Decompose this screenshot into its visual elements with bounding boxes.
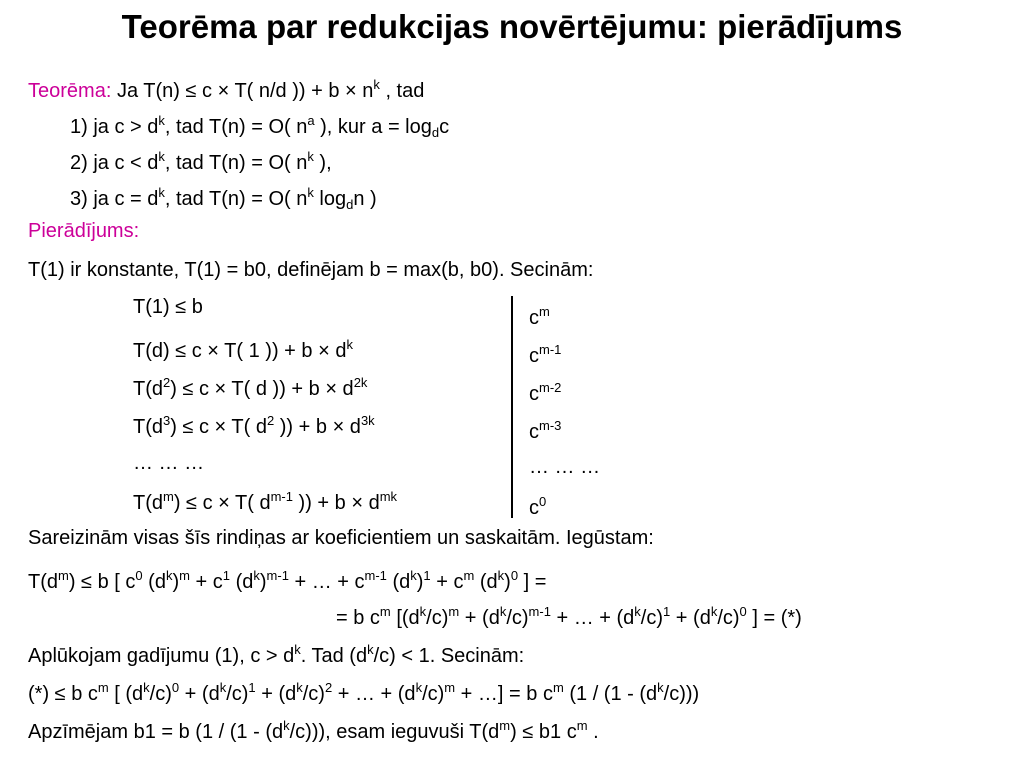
table-left-row: $T(d^m) \le c \times T$( $d^{m-1}$ )) + $b \times d^{mk}$ [133,489,398,514]
equation-line-1: $T(d^m) \le b$ [ $c^0$ $(d^k)^m + c^1$ $(d^k)^{m-1}$ + … + $c^{m-1}$ $(d^k)^1 + c^m$ $(d^k)^0$ ] = [28,568,547,593]
table-right-row: … … … [529,456,601,478]
table-right-row: $c^{m-2}$ [529,380,562,405]
proof-label: Pierādījums: [28,220,140,242]
table-right-row: $c^0$ [529,494,547,519]
case-analysis-line: Aplūkojam gadījumu (1), $c > d^k$. Tad $(d^k/c) < 1$. Secinām: [28,642,525,667]
table-right-row: $c^{m-3}$ [529,418,562,443]
series-bound-line: (*) ≤ b $c^m$ [ $(d^k/c)^0 + (d^k/c)^1 + (d^k/c)^2$ + … + $(d^k/c)^m$ + …] = b $c^m$ $(1 / (1 - (d^k/c)))$ [28,680,700,705]
theorem-case-3: 3) ja $c = d^k$, tad T(n) = O( $n^k$ $\log_dn$ ) [70,185,377,212]
table-right-row: $c^m$ [529,304,550,329]
table-left-row: $T(d^2) \le c \times T$( d )) + $b \times d^{2k}$ [133,375,368,400]
table-divider [511,296,513,518]
table-left-row: T(d) ≤ c × T( 1 )) + $b \times d^k$ [133,337,353,362]
proof-intro: T(1) ir konstante, T(1) = b0, definējam b = max(b, b0). Secinām: [28,259,594,281]
table-right-row: $c^{m-1}$ [529,342,562,367]
table-left-row: T(1) ≤ b [133,296,203,318]
table-left-row: $T(d^3) \le c \times T$( $d^2$ )) + $b \times d^{3k}$ [133,413,375,438]
slide-title: Teorēma par redukcijas novērtējumu: pierādījums [121,8,903,45]
theorem-statement: Ja T(n) ≤ c × T( n/d )) + $b \times n^k$ , tad [116,77,425,102]
conclusion-line: Apzīmējam b1 = b $(1 / (1 - (d^k/c)))$, esam ieguvuši $T(d^m) \le b1$ $c^m$ . [28,718,599,743]
summation-text: Sareizinām visas šīs rindiņas ar koeficientiem un saskaitām. Iegūstam: [28,527,654,549]
theorem-case-2: 2) ja $c < d^k$, tad T(n) = O( $n^k$ ), [70,149,332,174]
theorem-line [28,73,424,103]
theorem-case-1: 1) ja $c > d^k$, tad T(n) = O( $n^a$ ), kur $a = \log_dc$ [70,113,450,140]
equation-line-2: = b $c^m$ [$(d^k/c)^m + (d^k/c)^{m-1}$ + … + $(d^k/c)^1 + (d^k/c)^0$ ] = (*) [336,604,802,629]
table-left-row: … … … [133,452,205,474]
theorem-label: Teorēma: [28,80,112,102]
